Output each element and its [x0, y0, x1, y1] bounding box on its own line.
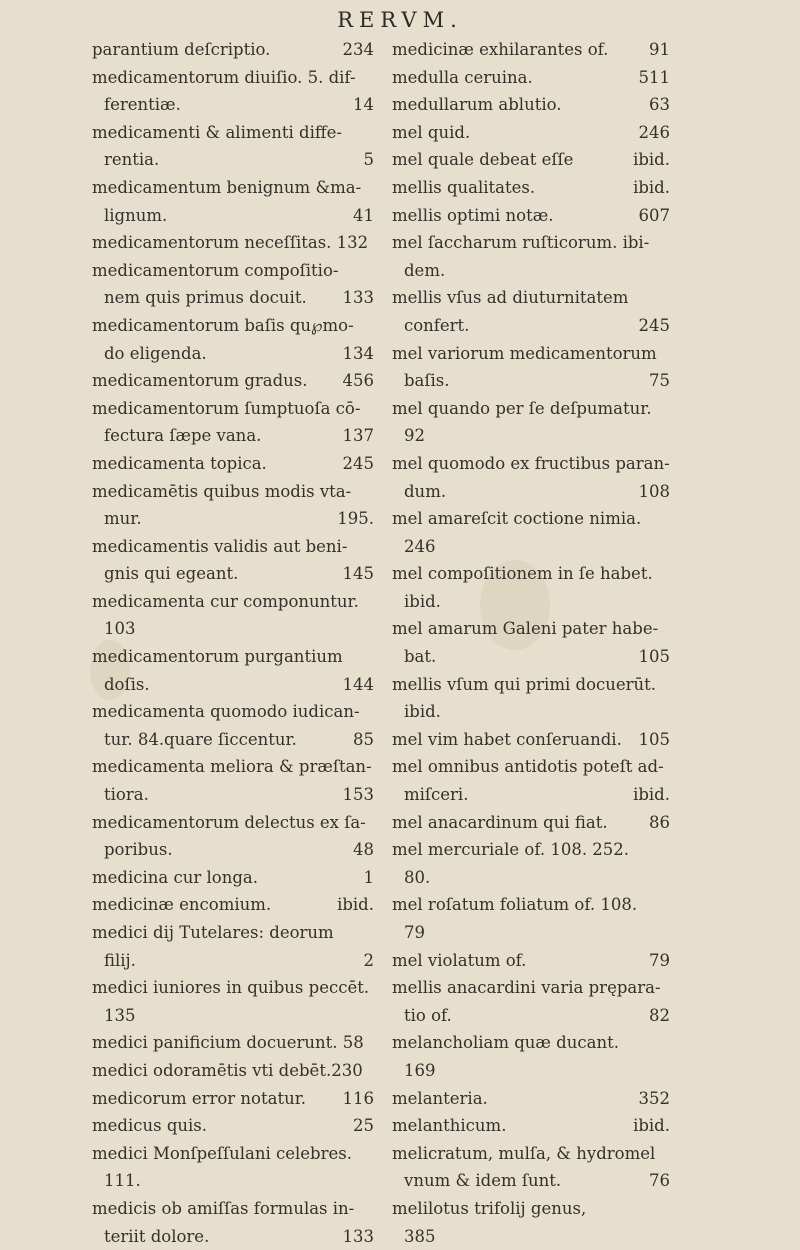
entry-text: baſis. [404, 371, 450, 391]
index-entry [392, 284, 670, 312]
index-entry [392, 919, 670, 947]
index-entry [92, 64, 374, 92]
index-entry [392, 229, 670, 257]
index-entry [92, 478, 374, 506]
entry-text: dem. [404, 260, 446, 280]
page-reference: ibid. [633, 177, 670, 197]
index-entry [92, 864, 374, 892]
entry-text: 80. [404, 867, 431, 887]
index-entry [392, 533, 670, 561]
entry-text: medicamentorum delectus ex ſa- [92, 812, 366, 832]
index-entry [392, 1002, 670, 1030]
page-reference: 105 [638, 647, 670, 667]
entry-text: medicorum error notatur. [92, 1088, 307, 1108]
entry-text: tiora. [104, 785, 149, 805]
index-entry [92, 919, 374, 947]
page-reference: 607 [638, 205, 670, 225]
index-entry [392, 257, 670, 285]
index-entry [392, 588, 670, 616]
index-entry [92, 1112, 374, 1140]
index-entry [92, 1223, 374, 1250]
entry-text: nem quis primus docuit. [104, 288, 307, 308]
index-entry [92, 560, 374, 588]
entry-text: mel amarum Galeni pater habe- [392, 619, 659, 639]
index-entry [392, 64, 670, 92]
index-entry [92, 367, 374, 395]
entry-text: medicinæ exhilarantes of. [392, 40, 609, 59]
index-entry [92, 257, 374, 285]
entry-text: bat. [404, 647, 437, 667]
index-entry [392, 1140, 670, 1168]
index-entry [92, 1057, 374, 1085]
index-entry [92, 146, 374, 174]
page-reference: 234 [342, 40, 374, 59]
index-entry [392, 698, 670, 726]
index-entry [92, 588, 374, 616]
page-reference: ibid. [633, 1116, 670, 1136]
index-entry [392, 891, 670, 919]
page-reference: 25 [353, 1116, 374, 1136]
index-entry [392, 1085, 670, 1113]
entry-text: mel anacardinum qui fiat. [392, 812, 608, 832]
entry-text: miſceri. [404, 785, 469, 805]
entry-text: medullarum ablutio. [392, 95, 562, 115]
entry-text: mel quando per ſe deſpumatur. [392, 398, 652, 418]
index-entry [92, 1029, 374, 1057]
entry-text: mel violatum of. [392, 950, 527, 970]
page-reference: 14 [353, 95, 374, 115]
page-reference: 86 [649, 812, 670, 832]
index-entry [392, 1029, 670, 1057]
entry-text: medicamenta cur componuntur. [92, 591, 359, 611]
index-entry [392, 505, 670, 533]
index-entry [392, 395, 670, 423]
page-reference: 144 [342, 674, 374, 694]
entry-text: medicamentorum gradus. [92, 371, 308, 391]
index-entry [92, 809, 374, 837]
index-entry [92, 229, 374, 257]
entry-text: ferentiæ. [104, 95, 181, 115]
entry-text: medicamentum benignum &ma- [92, 177, 362, 197]
index-entry [92, 726, 374, 754]
entry-text: melancholiam quæ ducant. [392, 1033, 619, 1053]
entry-text: medicamentis validis aut beni- [92, 536, 348, 556]
index-entry [92, 974, 374, 1002]
entry-text: melanthicum. [392, 1116, 507, 1136]
entry-text: 111. [104, 1171, 141, 1191]
entry-text: mellis optimi notæ. [392, 205, 554, 225]
entry-text: melicratum, mulſa, & hydromel [392, 1143, 656, 1163]
page-reference: 245 [638, 315, 670, 335]
entry-text: fectura ſæpe vana. [104, 426, 262, 446]
entry-text: 385 [404, 1226, 436, 1246]
page-reference: 85 [353, 729, 374, 749]
entry-text: medicus quis. [92, 1116, 208, 1136]
entry-text: mel ſaccharum ruſticorum. ibi- [392, 233, 650, 253]
entry-text: medicamenta topica. [92, 453, 267, 473]
entry-text: lignum. [104, 205, 168, 225]
entry-text: medici Monſpeſſulani celebres. [92, 1143, 352, 1163]
page-reference: 246 [638, 122, 670, 142]
entry-text: medicamentorum compoſitio- [92, 260, 339, 280]
entry-text: mel compoſitionem in ſe habet. [392, 564, 653, 584]
entry-text: dum. [404, 481, 447, 501]
entry-text: mel quomodo ex fructibus paran- [392, 453, 670, 473]
index-entry [392, 91, 670, 119]
entry-text: mellis qualitates. [392, 177, 536, 197]
index-entry [392, 174, 670, 202]
entry-text: melanteria. [392, 1088, 488, 1108]
page-reference: 245 [342, 453, 374, 473]
entry-text: mel variorum medicamentorum [392, 343, 657, 363]
page-reference: 134 [342, 343, 374, 363]
entry-text: confert. [404, 315, 470, 335]
page-reference: 41 [353, 205, 374, 225]
page-reference: 456 [342, 371, 374, 391]
entry-text: medicamenti & alimenti diffe- [92, 122, 342, 142]
index-entry [392, 1195, 670, 1223]
entry-text: medici iuniores in quibus peccēt. [92, 978, 370, 998]
page-reference: 511 [638, 67, 670, 87]
entry-text: medicina cur longa. [92, 867, 258, 887]
index-entry [92, 202, 374, 230]
entry-text: 135 [104, 1005, 136, 1025]
page-reference: 2 [363, 950, 374, 970]
page-reference: 79 [649, 950, 670, 970]
index-entry [392, 1057, 670, 1085]
index-entry [92, 753, 374, 781]
page-reference: 145 [342, 564, 374, 584]
index-entry [392, 753, 670, 781]
index-entry [92, 698, 374, 726]
index-entry [392, 450, 670, 478]
index-entry [92, 1085, 374, 1113]
entry-text: mel quid. [392, 122, 471, 142]
index-entry [392, 809, 670, 837]
index-entry [92, 533, 374, 561]
entry-text: mel roſatum foliatum of. 108. [392, 895, 638, 915]
index-entry [392, 615, 670, 643]
entry-text: medicamētis quibus modis vta- [92, 481, 352, 501]
index-entry [392, 974, 670, 1002]
index-entry [392, 422, 670, 450]
index-entry [92, 836, 374, 864]
index-entry [92, 395, 374, 423]
page-reference: 5 [363, 150, 374, 170]
page-reference: 116 [342, 1088, 374, 1108]
index-entry [92, 284, 374, 312]
entry-text: medicamentorum purgantium [92, 647, 343, 667]
index-entry [392, 671, 670, 699]
index-column-right [392, 36, 670, 1250]
page-reference: ibid. [633, 785, 670, 805]
index-entry [392, 202, 670, 230]
page-reference: 48 [353, 840, 374, 860]
index-entry [392, 340, 670, 368]
index-entry [92, 1195, 374, 1223]
entry-text: medici odoramētis vti debēt.230 [92, 1060, 363, 1080]
page-reference: 76 [649, 1171, 670, 1191]
entry-text: tio of. [404, 1005, 452, 1025]
page-reference: 63 [649, 95, 670, 115]
entry-text: mellis vſus ad diuturnitatem [392, 288, 629, 308]
index-entry [392, 478, 670, 506]
entry-text: medicinæ encomium. [92, 895, 272, 915]
page-reference: 137 [342, 426, 374, 446]
index-entry [92, 643, 374, 671]
entry-text: medicamentorum neceſſitas. 132 [92, 233, 369, 253]
entry-text: vnum & idem ſunt. [404, 1171, 562, 1191]
entry-text: mel mercuriale of. 108. 252. [392, 840, 630, 860]
index-entry [92, 422, 374, 450]
index-column-left [92, 36, 374, 1250]
index-entry [392, 36, 670, 64]
index-entry [392, 312, 670, 340]
entry-text: teriit dolore. [104, 1226, 210, 1246]
page-reference: 91 [649, 40, 670, 59]
index-entry [92, 1140, 374, 1168]
entry-text: mellis vſum qui primi docuerūt. [392, 674, 657, 694]
index-entry [92, 615, 374, 643]
index-entry [392, 1223, 670, 1250]
index-entry [92, 781, 374, 809]
page-reference: 108 [638, 481, 670, 501]
page-reference: 153 [342, 785, 374, 805]
index-entry [92, 174, 374, 202]
entry-text: rentia. [104, 150, 160, 170]
entry-text: medici panificium docuerunt. 58 [92, 1033, 364, 1053]
index-entry [392, 367, 670, 395]
entry-text: medicamenta quomodo iudican- [92, 702, 360, 722]
index-entry [392, 1112, 670, 1140]
index-entry [92, 1167, 374, 1195]
entry-text: mel quale debeat eſſe [392, 150, 574, 170]
page-reference: 105 [638, 729, 670, 749]
entry-text: melilotus trifolij genus, [392, 1198, 587, 1218]
index-entry [392, 947, 670, 975]
entry-text: medicamenta meliora & præſtan- [92, 757, 372, 777]
entry-text: 79 [404, 923, 425, 942]
index-entry [92, 671, 374, 699]
page-reference: 133 [342, 1226, 374, 1246]
entry-text: ibid. [404, 702, 441, 722]
index-entry [92, 312, 374, 340]
entry-text: gnis qui egeant. [104, 564, 239, 584]
index-entry [92, 340, 374, 368]
index-entry [392, 836, 670, 864]
entry-text: 169 [404, 1060, 436, 1080]
page-reference: ibid. [337, 895, 374, 915]
index-entry [92, 36, 374, 64]
index-entry [92, 891, 374, 919]
index-entry [392, 864, 670, 892]
entry-text: 103 [104, 619, 136, 639]
page-reference: 352 [638, 1088, 670, 1108]
index-entry [392, 1167, 670, 1195]
entry-text: medicamentorum baſis qu℘mo- [92, 315, 354, 335]
entry-text: mellis anacardini varia prępara- [392, 978, 661, 998]
index-entry [392, 560, 670, 588]
page-reference: 75 [649, 371, 670, 391]
index-entry [392, 119, 670, 147]
entry-text: medicamentorum ſumptuoſa cō- [92, 398, 361, 418]
index-entry [392, 643, 670, 671]
entry-text: poribus. [104, 840, 173, 860]
entry-text: mel omnibus antidotis poteſt ad- [392, 757, 664, 777]
entry-text: tur. 84.quare ſiccentur. [104, 729, 297, 749]
index-entry [92, 1002, 374, 1030]
index-entry [392, 146, 670, 174]
entry-text: medicamentorum diuiſio. 5. dif- [92, 67, 356, 87]
index-entry [392, 726, 670, 754]
index-entry [92, 947, 374, 975]
entry-text: medici dij Tutelares: deorum [92, 923, 334, 942]
page-reference: 82 [649, 1005, 670, 1025]
entry-text: doſis. [104, 674, 150, 694]
index-entry [92, 505, 374, 533]
index-entry [392, 781, 670, 809]
entry-text: medicis ob amiſſas formulas in- [92, 1198, 355, 1218]
entry-text: medulla ceruina. [392, 67, 533, 87]
entry-text: mel amareſcit coctione nimia. [392, 509, 642, 529]
index-entry [92, 450, 374, 478]
entry-text: filij. [104, 950, 136, 970]
entry-text: ibid. [404, 591, 441, 611]
entry-text: do eligenda. [104, 343, 207, 363]
running-header: RERVM. [337, 8, 463, 32]
entry-text: 246 [404, 536, 436, 556]
entry-text: parantium deſcriptio. [92, 40, 271, 59]
page-reference: ibid. [633, 150, 670, 170]
index-entry [92, 91, 374, 119]
entry-text: mel vim habet conſeruandi. [392, 729, 622, 749]
entry-text: mur. [104, 509, 142, 529]
index-entry [92, 119, 374, 147]
entry-text: 92 [404, 426, 425, 446]
page-reference: 133 [342, 288, 374, 308]
page-reference: 1 [363, 867, 374, 887]
page-reference: 195. [337, 509, 374, 529]
